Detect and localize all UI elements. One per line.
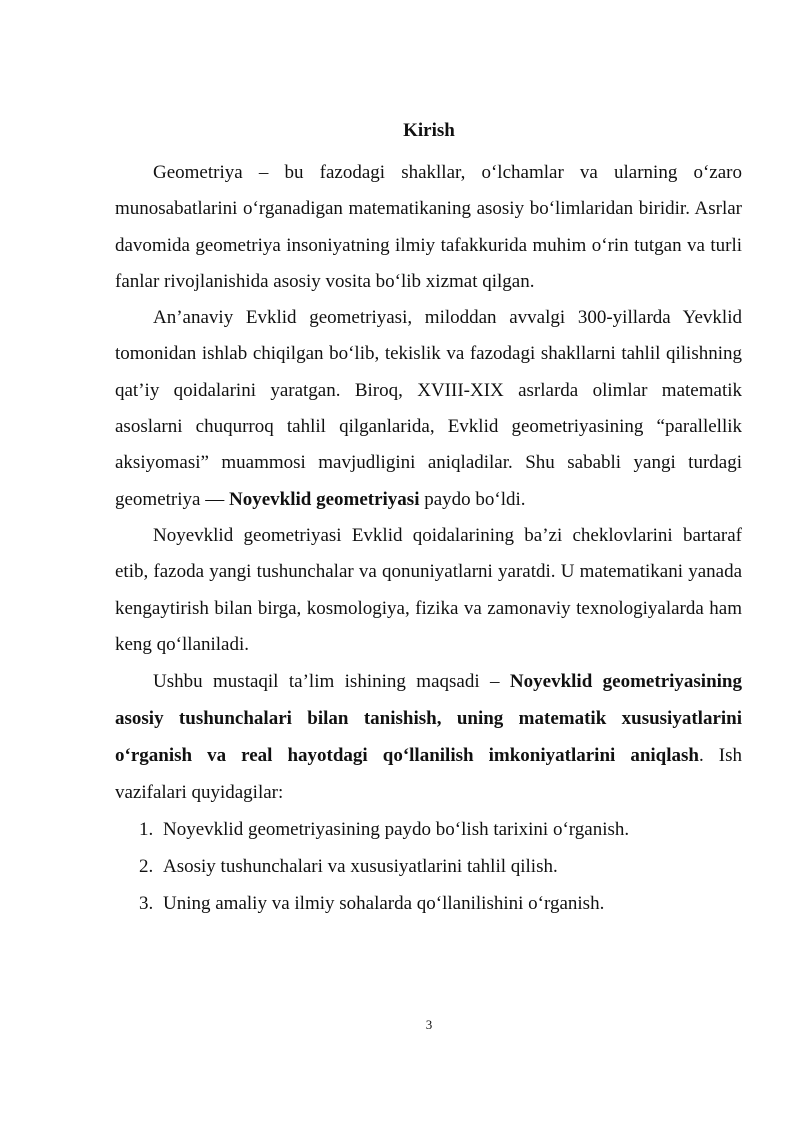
- section-heading: Kirish: [403, 120, 455, 141]
- paragraph-euclid-tail: paydo bo‘ldi.: [424, 488, 526, 510]
- task-list: [115, 811, 742, 922]
- paragraph-aim: [115, 663, 742, 811]
- task-item: [115, 885, 742, 922]
- task-text: Asosiy tushunchalari va xususiyatlarini tahlil qilish.: [163, 856, 558, 878]
- body-text: [115, 155, 742, 922]
- paragraph-non-euclid: Noyevklid geometriyasi Evklid qoidalarining ba’zi cheklovlarini bartaraf etib, fazoda yangi tushunchalar va qonuniyatlarni yaratdi. U matematikani yanada kengaytirish bilan birga, kosmologiya, fizika va zamonaviy texnologiyalarda ham keng qo‘llaniladi.: [115, 524, 742, 655]
- paragraph-euclid-bold: Noyevklid geometriyasi: [228, 488, 420, 510]
- task-item: [115, 848, 742, 885]
- page-number: 3: [425, 1017, 433, 1032]
- paragraph-aim-text: Ushbu mustaqil ta’lim ishining maqsadi –: [153, 671, 500, 693]
- paragraph-aim-tail: . Ish vazifalari quyidagilar:: [115, 745, 742, 804]
- paragraph-intro: Geometriya – bu fazodagi shakllar, o‘lchamlar va ularning o‘zaro munosabatlarini o‘rganadigan matematikaning asosiy bo‘limlaridan biridir. Asrlar davomida geometriya insoniyatning ilmiy tafakkurida muhim o‘rin tutgan va turli fanlar rivojlanishida asosiy vosita bo‘lib xizmat qilgan.: [115, 162, 742, 292]
- task-item: [115, 811, 742, 848]
- task-number: 1.: [139, 819, 154, 841]
- task-text: Noyevklid geometriyasining paydo bo‘lish tarixini o‘rganish.: [163, 819, 630, 841]
- task-text: Uning amaliy va ilmiy sohalarda qo‘llanilishini o‘rganish.: [163, 893, 605, 915]
- task-number: 2.: [139, 856, 154, 878]
- paragraph-aim-bold: Noyevklid geometriyasining asosiy tushunchalari bilan tanishish, uning matematik xususiyatlarini o‘rganish va real hayotdagi qo‘llanilish imkoniyatlarini aniqlash: [115, 671, 742, 767]
- paragraph-euclid: [115, 300, 742, 518]
- paragraph-euclid-text: An’anaviy Evklid geometriyasi, miloddan avvalgi 300-yillarda Yevklid tomonidan ishlab chiqilgan bo‘lib, tekislik va fazodagi shakllarni tahlil qilishning qat’iy qoidalarini yaratgan. Biroq, XVIII-XIX asrlarda olimlar matematik asoslarni chuqurroq tahlil qilganlarida, Evklid geometriyasining “parallellik aksiyomasi” muammosi mavjudligini aniqladilar. Shu sababli yangi turdagi geometriya —: [115, 307, 742, 510]
- task-number: 3.: [139, 893, 154, 915]
